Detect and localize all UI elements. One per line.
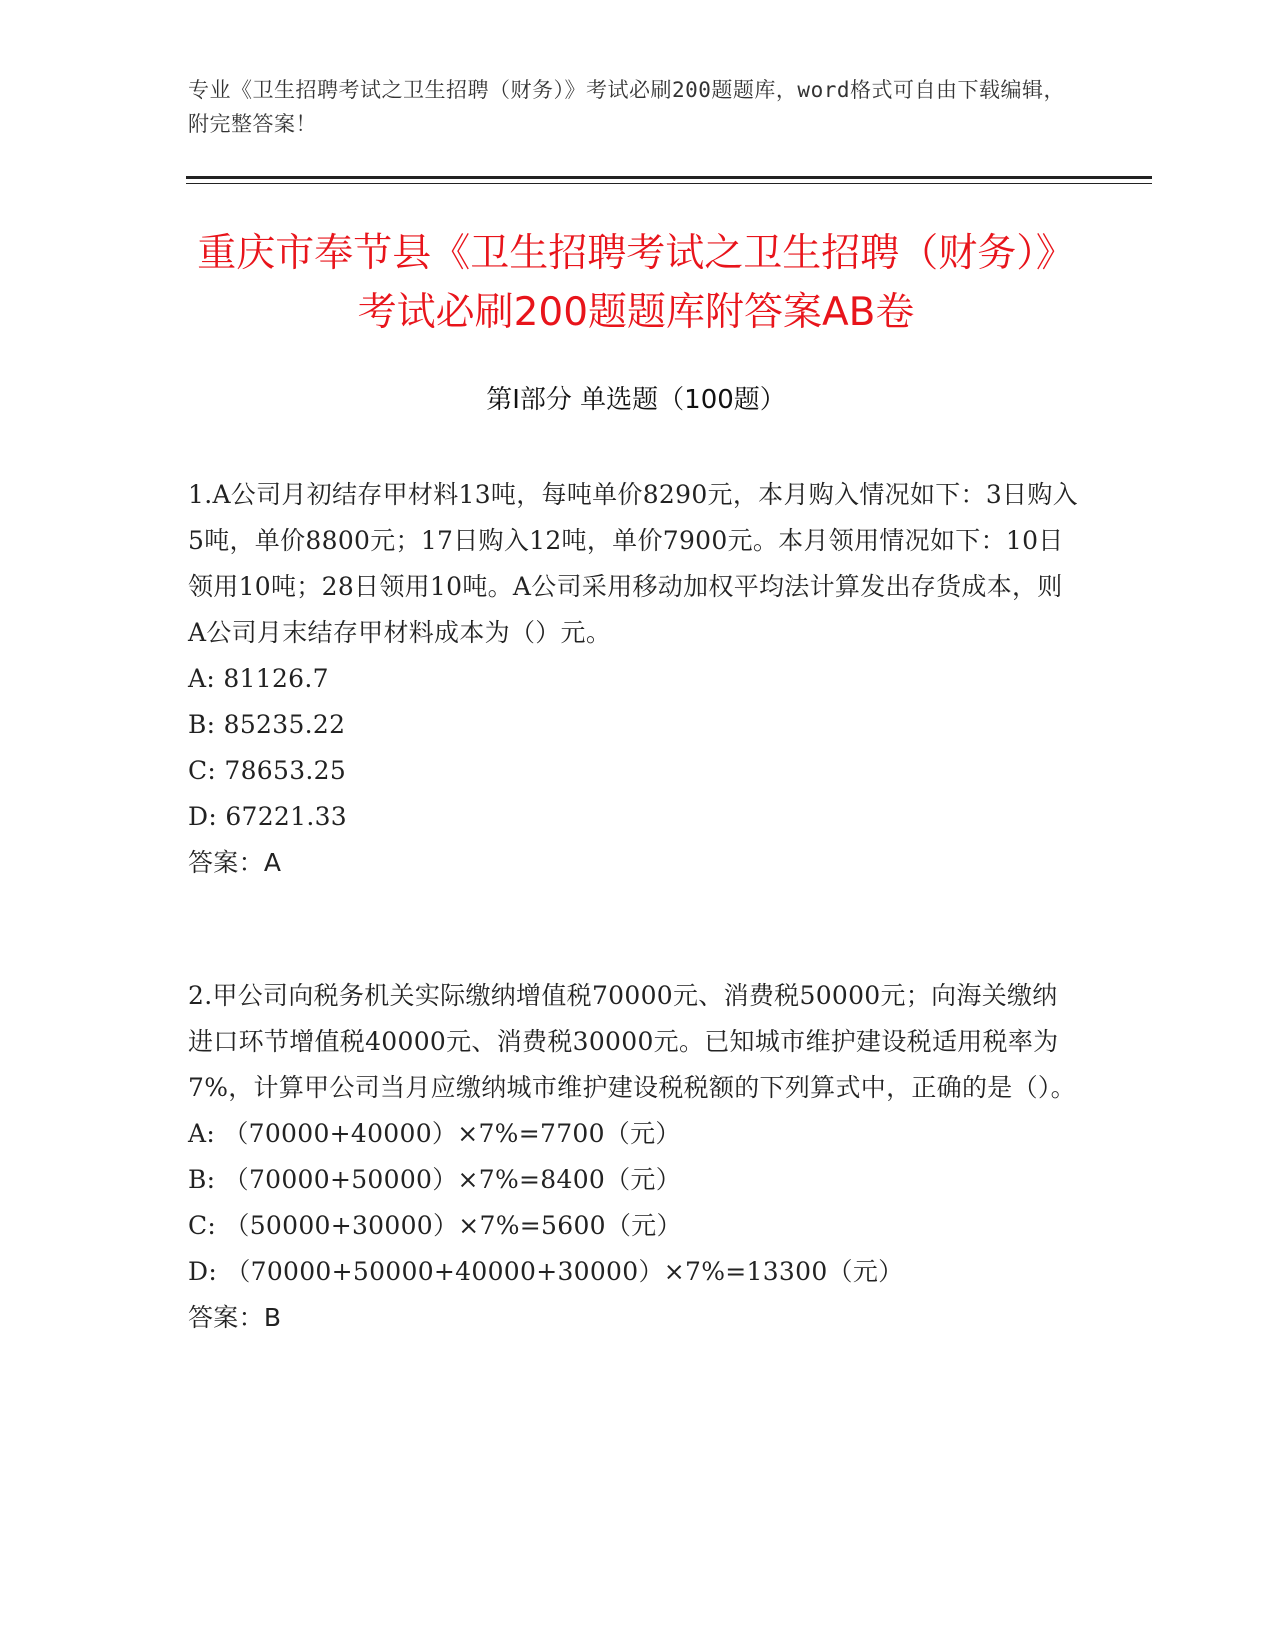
- answer-line: 答案：A: [188, 848, 282, 877]
- question-2: [188, 973, 1080, 1341]
- question-stem: 2.甲公司向税务机关实际缴纳增值税70000元、消费税50000元；向海关缴纳进口环节增值税40000元、消费税30000元。已知城市维护建设税适用税率为7%，计算甲公司当月应缴纳城市维护建设税税额的下列算式中，正确的是（）。: [188, 981, 1076, 1102]
- option-b: B: 85235.22: [188, 710, 346, 739]
- question-stem: 1.A公司月初结存甲材料13吨，每吨单价8290元，本月购入情况如下：3日购入5吨，单价8800元；17日购入12吨，单价7900元。本月领用情况如下：10日领用10吨；28日领用10吨。A公司采用移动加权平均法计算发出存货成本，则A公司月末结存甲材料成本为（）元。: [188, 480, 1078, 647]
- document-title: 重庆市奉节县《卫生招聘考试之卫生招聘（财务）》考试必刷200题题库附答案AB卷: [197, 231, 1075, 335]
- option-b: B: （70000+50000）×7%=8400（元）: [188, 1165, 682, 1194]
- option-c: C: 78653.25: [188, 756, 347, 785]
- header-note: 专业《卫生招聘考试之卫生招聘（财务）》考试必刷200题题库，word格式可自由下载编辑，附完整答案！: [188, 78, 1065, 136]
- option-a: A: （70000+40000）×7%=7700（元）: [188, 1119, 681, 1148]
- option-d: D: （70000+50000+40000+30000）×7%=13300（元）: [188, 1257, 904, 1286]
- section-heading: 第Ⅰ部分 单选题（100题）: [486, 385, 786, 415]
- header-divider-thick: [186, 176, 1152, 179]
- header-divider-thin: [186, 183, 1152, 184]
- answer-line: 答案：B: [188, 1303, 282, 1332]
- question-1: [188, 472, 1080, 886]
- option-c: C: （50000+30000）×7%=5600（元）: [188, 1211, 682, 1240]
- option-d: D: 67221.33: [188, 802, 348, 831]
- option-a: A: 81126.7: [188, 664, 329, 693]
